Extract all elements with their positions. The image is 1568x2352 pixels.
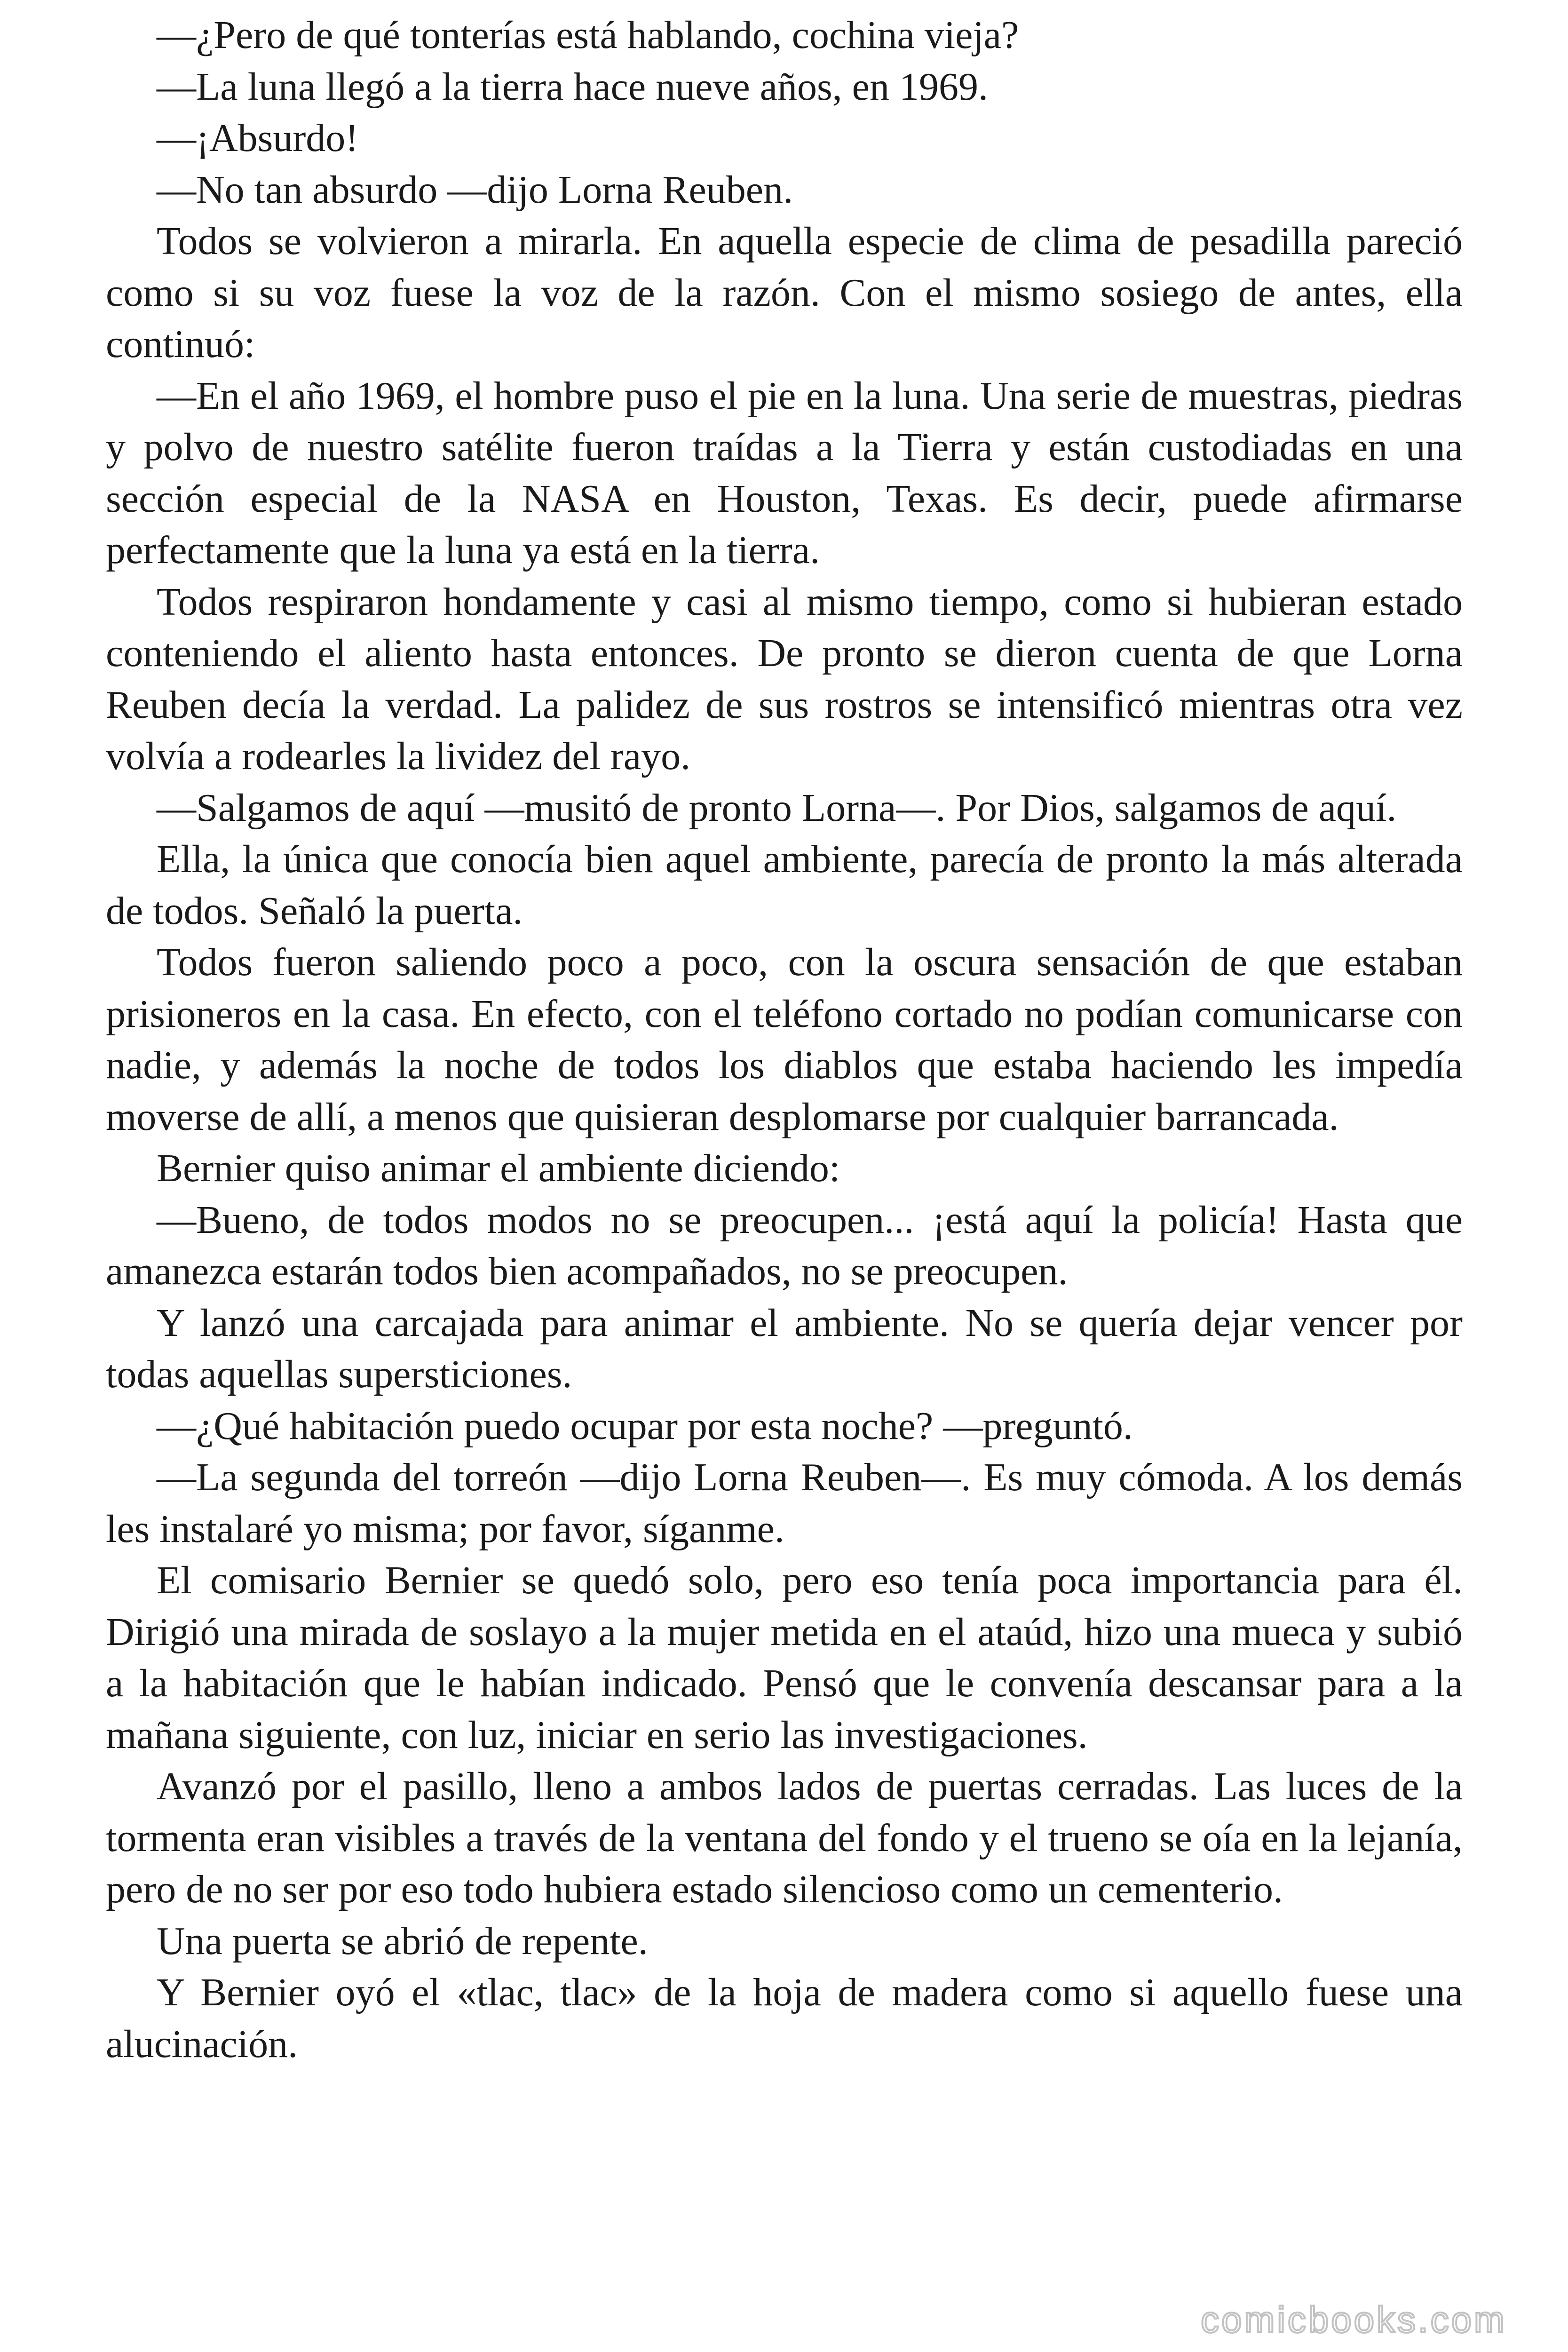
paragraph: —Bueno, de todos modos no se preocupen... ¡está aquí la policía! Hasta que amanezca estarán todos bien acompañados, no se preocupen.: [106, 1198, 1463, 1293]
paragraph: Bernier quiso animar el ambiente diciendo:: [157, 1146, 840, 1190]
paragraph: El comisario Bernier se quedó solo, pero eso tenía poca importancia para él. Dirigió una mirada de soslayo a la mujer metida en el ataúd, hizo una mueca y subió a la habitación que le habían indicado. Pensó que le convenía descansar para a la mañana siguiente, con luz, iniciar en serio las investigaciones.: [106, 1558, 1463, 1757]
watermark: comicbooks.com: [1201, 2299, 1507, 2340]
book-page-text: [106, 9, 1463, 2070]
paragraph: —La luna llegó a la tierra hace nueve años, en 1969.: [157, 64, 988, 109]
paragraph: —La segunda del torreón —dijo Lorna Reuben—. Es muy cómoda. A los demás les instalaré yo misma; por favor, síganme.: [106, 1455, 1463, 1551]
paragraph: Todos fueron saliendo poco a poco, con la oscura sensación de que estaban prisioneros en la casa. En efecto, con el teléfono cortado no podían comunicarse con nadie, y además la noche de todos los diablos que estaba haciendo les impedía moverse de allí, a menos que quisieran desplomarse por cualquier barrancada.: [106, 940, 1463, 1139]
paragraph: Todos se volvieron a mirarla. En aquella especie de clima de pesadilla pareció como si su voz fuese la voz de la razón. Con el mismo sosiego de antes, ella continuó:: [106, 219, 1463, 366]
paragraph: —Salgamos de aquí —musitó de pronto Lorna—. Por Dios, salgamos de aquí.: [157, 786, 1397, 830]
paragraph: —No tan absurdo —dijo Lorna Reuben.: [157, 167, 793, 212]
paragraph: Y Bernier oyó el «tlac, tlac» de la hoja de madera como si aquello fuese una alucinación.: [106, 1971, 1463, 2066]
paragraph: Ella, la única que conocía bien aquel ambiente, parecía de pronto la más alterada de todos. Señaló la puerta.: [106, 837, 1463, 933]
paragraph: Una puerta se abrió de repente.: [157, 1919, 648, 1963]
paragraph: —¡Absurdo!: [157, 116, 359, 160]
paragraph: Y lanzó una carcajada para animar el ambiente. No se quería dejar vencer por todas aquellas supersticiones.: [106, 1301, 1463, 1396]
paragraph: Avanzó por el pasillo, lleno a ambos lados de puertas cerradas. Las luces de la tormenta eran visibles a través de la ventana del fondo y el trueno se oía en la lejanía, pero de no ser por eso todo hubiera estado silencioso como un cementerio.: [106, 1764, 1463, 1911]
paragraph: —En el año 1969, el hombre puso el pie en la luna. Una serie de muestras, piedras y polvo de nuestro satélite fueron traídas a la Tierra y están custodiadas en una sección especial de la NASA en Houston, Texas. Es decir, puede afirmarse perfectamente que la luna ya está en la tierra.: [106, 373, 1463, 572]
paragraph: —¿Pero de qué tonterías está hablando, cochina vieja?: [157, 13, 1019, 57]
paragraph: Todos respiraron hondamente y casi al mismo tiempo, como si hubieran estado conteniendo el aliento hasta entonces. De pronto se dieron cuenta de que Lorna Reuben decía la verdad. La palidez de sus rostros se intensificó mientras otra vez volvía a rodearles la lividez del rayo.: [106, 580, 1463, 778]
paragraph: —¿Qué habitación puedo ocupar por esta noche? —preguntó.: [157, 1404, 1133, 1448]
